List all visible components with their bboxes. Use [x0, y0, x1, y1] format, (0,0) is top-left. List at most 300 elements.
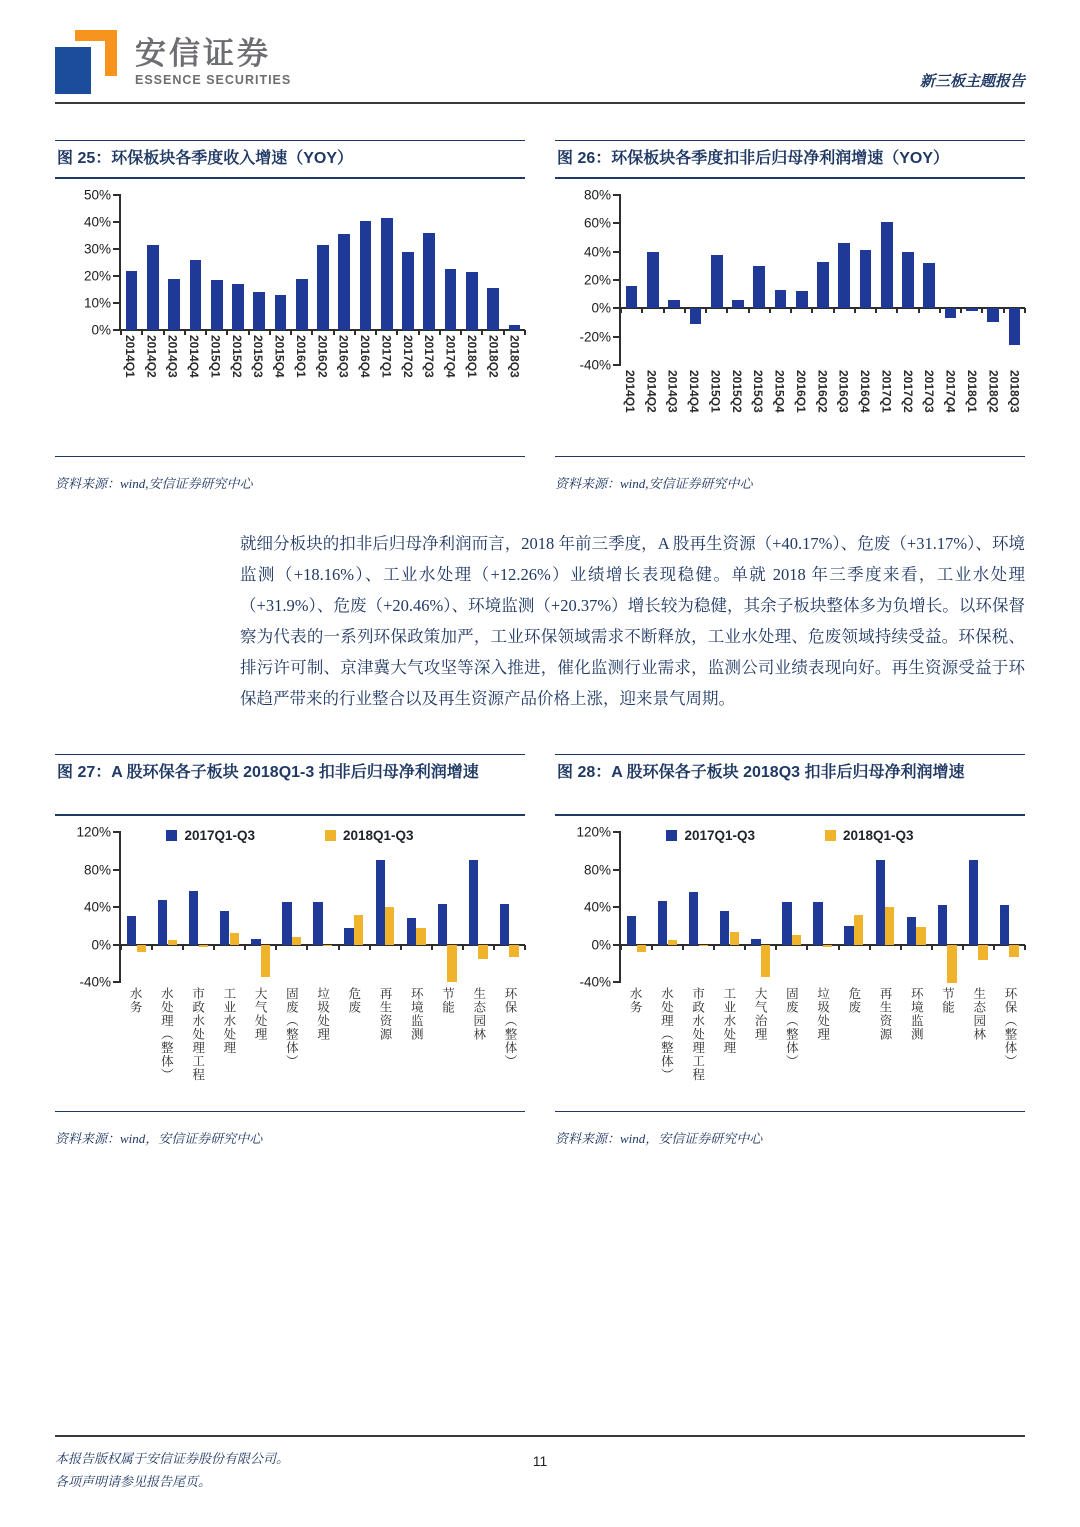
figure-25-source: 资料来源：wind,安信证券研究中心	[55, 456, 525, 492]
x-axis-label: 2015Q4	[772, 370, 787, 413]
bar	[1009, 945, 1018, 957]
figure-27-title: 图 27：A 股环保各子板块 2018Q1-3 扣非后归母净利润增速	[55, 754, 525, 816]
x-tick-mark	[651, 945, 653, 950]
y-tick-label: 80%	[583, 862, 611, 877]
x-tick-mark	[811, 308, 813, 313]
bar	[1009, 308, 1021, 345]
bar	[500, 904, 509, 944]
plot-area	[76, 824, 525, 990]
plot-area	[576, 824, 1025, 990]
x-axis-label: 2016Q4	[858, 370, 873, 413]
bar	[854, 915, 863, 945]
bar	[261, 945, 270, 978]
figure-27-chart	[55, 824, 525, 1111]
x-axis-label: 2014Q2	[144, 335, 159, 378]
y-tick-mark	[613, 336, 621, 338]
y-tick-mark	[113, 906, 121, 908]
y-tick-label: 0%	[591, 300, 611, 316]
x-tick-mark	[900, 945, 902, 950]
x-tick-mark	[682, 945, 684, 950]
legend-label: 2018Q1-Q3	[343, 828, 414, 843]
bar	[637, 945, 646, 953]
bar	[354, 915, 363, 944]
x-axis-label: 生态园林	[971, 987, 986, 1041]
x-tick-mark	[833, 308, 835, 313]
brand-text	[135, 37, 291, 87]
bar	[137, 945, 146, 953]
x-tick-mark	[120, 330, 122, 335]
bar	[253, 292, 265, 330]
x-axis-label: 2018Q2	[986, 370, 1001, 413]
bar	[478, 945, 487, 959]
x-tick-mark	[400, 945, 402, 950]
x-tick-mark	[248, 330, 250, 335]
y-tick-mark	[113, 869, 121, 871]
x-tick-mark	[524, 945, 526, 950]
x-tick-mark	[524, 330, 526, 335]
bar	[730, 932, 739, 944]
copyright-note: 本报告版权属于安信证券股份有限公司。 各项声明请参见报告尾页。	[55, 1451, 290, 1489]
bar	[385, 907, 394, 945]
bar	[907, 917, 916, 944]
x-tick-mark	[481, 330, 483, 335]
bar	[782, 902, 791, 944]
x-axis-label: 2017Q2	[900, 370, 915, 413]
bar	[313, 902, 322, 944]
x-tick-mark	[375, 330, 377, 335]
bar	[647, 252, 659, 309]
figure-25-chart	[55, 187, 525, 421]
x-axis-label: 再生资源	[378, 987, 393, 1041]
figure-26-chart	[555, 187, 1025, 456]
x-tick-mark	[748, 308, 750, 313]
y-tick-mark	[113, 194, 121, 196]
y-tick-mark	[613, 251, 621, 253]
figure-28-source: 资料来源：wind，安信证券研究中心	[555, 1111, 1025, 1147]
y-tick-label: 120%	[576, 824, 611, 840]
bar	[360, 221, 372, 330]
plot-area	[83, 187, 525, 338]
bar	[190, 260, 202, 330]
x-axis-label: 2017Q4	[443, 335, 458, 378]
figure-25-title: 图 25：环保板块各季度收入增速（YOY）	[55, 140, 525, 179]
x-tick-mark	[854, 308, 856, 313]
bar	[487, 288, 499, 330]
x-tick-mark	[306, 945, 308, 950]
x-axis-label: 环境监测	[409, 987, 424, 1041]
y-tick-mark	[613, 906, 621, 908]
y-tick-label: 30%	[83, 241, 111, 257]
x-axis-label: 2016Q1	[793, 370, 808, 413]
x-axis-label: 2017Q4	[943, 370, 958, 413]
x-tick-mark	[775, 945, 777, 950]
x-axis-label: 危废	[346, 987, 361, 1014]
x-tick-mark	[333, 330, 335, 335]
legend-item	[166, 828, 255, 843]
brand-name-cn: 安信证券	[135, 35, 271, 71]
x-axis-label: 2018Q2	[486, 335, 501, 378]
bar	[282, 902, 291, 944]
bar	[813, 902, 822, 944]
bar	[344, 928, 353, 945]
x-axis-label: 固废（整体）	[284, 987, 299, 1068]
x-tick-mark	[369, 945, 371, 950]
x-axis-label: 垃圾处理	[815, 987, 830, 1041]
y-tick-label: -20%	[579, 329, 611, 345]
bar	[220, 911, 229, 945]
y-tick-mark	[113, 981, 121, 983]
bar	[211, 280, 223, 330]
bar	[761, 945, 770, 978]
y-tick-mark	[613, 364, 621, 366]
y-tick-mark	[613, 981, 621, 983]
legend-label: 2017Q1-Q3	[184, 828, 255, 843]
y-tick-mark	[613, 279, 621, 281]
x-tick-mark	[311, 330, 313, 335]
figure-26-title: 图 26：环保板块各季度扣非后归母净利润增速（YOY）	[555, 140, 1025, 179]
legend-item	[825, 828, 914, 843]
figure-26	[555, 140, 1025, 492]
x-tick-mark	[931, 945, 933, 950]
bar	[978, 945, 987, 961]
x-axis-label: 2014Q3	[165, 335, 180, 378]
x-tick-mark	[275, 945, 277, 950]
x-axis-label: 2018Q3	[1007, 370, 1022, 413]
x-tick-mark	[1024, 945, 1026, 950]
bar	[844, 926, 853, 945]
legend-label: 2017Q1-Q3	[684, 828, 755, 843]
legend-swatch-icon	[666, 830, 677, 841]
y-tick-label: 50%	[83, 187, 111, 203]
bar	[689, 892, 698, 945]
bar	[251, 939, 260, 945]
x-axis-label: 2017Q3	[922, 370, 937, 413]
x-axis-label: 生态园林	[471, 987, 486, 1041]
x-tick-mark	[744, 945, 746, 950]
x-tick-mark	[1024, 308, 1026, 313]
x-axis-label: 再生资源	[878, 987, 893, 1041]
bar	[158, 900, 167, 944]
report-type-label: 新三板主题报告	[919, 74, 1025, 90]
x-tick-mark	[354, 330, 356, 335]
x-tick-mark	[705, 308, 707, 313]
bar	[876, 860, 885, 944]
x-axis-label: 2015Q1	[708, 370, 723, 413]
x-axis-labels	[619, 987, 1025, 1111]
y-tick-mark	[113, 302, 121, 304]
x-tick-mark	[790, 308, 792, 313]
x-tick-mark	[431, 945, 433, 950]
x-axis-label: 2018Q1	[464, 335, 479, 378]
x-axis-label: 水务	[628, 987, 643, 1014]
y-tick-mark	[613, 194, 621, 196]
bar	[1000, 905, 1009, 944]
bar	[732, 300, 744, 309]
x-tick-mark	[462, 945, 464, 950]
bar	[916, 927, 925, 945]
x-tick-mark	[418, 330, 420, 335]
y-tick-mark	[113, 221, 121, 223]
bar	[126, 271, 138, 330]
figures-row-2	[55, 754, 1025, 1147]
x-tick-mark	[205, 330, 207, 335]
x-axis-labels	[119, 987, 525, 1111]
x-axis-label: 2018Q1	[964, 370, 979, 413]
y-tick-label: 20%	[583, 272, 611, 288]
y-tick-label: 40%	[583, 899, 611, 915]
x-tick-mark	[269, 330, 271, 335]
x-tick-mark	[875, 308, 877, 313]
legend-swatch-icon	[825, 830, 836, 841]
x-tick-mark	[151, 945, 153, 950]
legend-swatch-icon	[325, 830, 336, 841]
bar	[775, 290, 787, 308]
bar	[376, 860, 385, 944]
bar	[438, 904, 447, 944]
x-tick-mark	[939, 308, 941, 313]
essence-securities-logo-icon	[55, 30, 119, 94]
bar	[317, 245, 329, 330]
x-axis-label: 节能	[440, 987, 455, 1014]
x-tick-mark	[120, 945, 122, 950]
page-footer	[55, 1435, 1025, 1493]
x-axis-label: 2014Q2	[644, 370, 659, 413]
bar	[860, 250, 872, 308]
bar	[668, 940, 677, 945]
x-tick-mark	[141, 330, 143, 335]
x-axis-label: 2017Q2	[400, 335, 415, 378]
x-tick-mark	[993, 945, 995, 950]
legend-item	[325, 828, 414, 843]
x-axis-label: 环境监测	[909, 987, 924, 1041]
bar	[938, 905, 947, 944]
x-tick-mark	[290, 330, 292, 335]
x-axis-label: 环保（整体）	[1002, 987, 1017, 1068]
x-axis-label: 水处理（整体）	[659, 987, 674, 1082]
x-axis-label: 2017Q3	[422, 335, 437, 378]
bar	[881, 222, 893, 308]
bar	[947, 945, 956, 983]
bar	[402, 252, 414, 330]
x-tick-mark	[163, 330, 165, 335]
x-tick-mark	[896, 308, 898, 313]
x-axis-label: 2017Q1	[379, 335, 394, 378]
legend-label: 2018Q1-Q3	[843, 828, 914, 843]
figures-row-1	[55, 140, 1025, 492]
x-axis-label: 2018Q3	[507, 335, 522, 378]
bar	[147, 245, 159, 330]
x-tick-mark	[981, 308, 983, 313]
x-tick-mark	[396, 330, 398, 335]
y-tick-label: 80%	[583, 187, 611, 203]
x-tick-mark	[769, 308, 771, 313]
bar	[823, 945, 832, 948]
bar	[720, 911, 729, 945]
figure-26-source: 资料来源：wind,安信证券研究中心	[555, 456, 1025, 492]
x-axis-label: 大气治理	[753, 987, 768, 1041]
x-axis-label: 工业水处理	[221, 987, 236, 1055]
x-axis-label: 2015Q3	[751, 370, 766, 413]
bar	[885, 907, 894, 945]
x-tick-mark	[960, 308, 962, 313]
y-tick-label: 20%	[83, 268, 111, 284]
bar	[509, 325, 521, 330]
x-tick-mark	[684, 308, 686, 313]
x-tick-mark	[620, 945, 622, 950]
y-tick-label: 0%	[91, 937, 111, 952]
bar	[668, 300, 680, 309]
y-tick-label: 40%	[83, 899, 111, 915]
x-axis-label: 2015Q2	[729, 370, 744, 413]
y-tick-label: 80%	[83, 862, 111, 877]
x-tick-mark	[869, 945, 871, 950]
x-tick-mark	[713, 945, 715, 950]
bar	[423, 233, 435, 330]
bar	[469, 860, 478, 944]
x-axis-label: 2016Q1	[293, 335, 308, 378]
x-axis-label: 2016Q3	[836, 370, 851, 413]
bar	[407, 918, 416, 944]
y-tick-label: 120%	[76, 824, 111, 840]
x-axis-label: 2017Q1	[879, 370, 894, 413]
y-tick-label: -40%	[579, 974, 611, 990]
bar	[447, 945, 456, 983]
y-tick-mark	[113, 275, 121, 277]
x-tick-mark	[460, 330, 462, 335]
bar	[168, 279, 180, 330]
bar	[711, 255, 723, 309]
y-tick-mark	[613, 869, 621, 871]
x-axis-label: 危废	[846, 987, 861, 1014]
bar	[838, 243, 850, 308]
x-tick-mark	[184, 330, 186, 335]
x-tick-mark	[806, 945, 808, 950]
x-tick-mark	[663, 308, 665, 313]
figure-25	[55, 140, 525, 492]
bar	[751, 939, 760, 945]
x-axis-labels	[619, 370, 1025, 456]
bar	[230, 933, 239, 944]
x-axis-label: 2015Q4	[272, 335, 287, 378]
legend	[555, 828, 1025, 843]
bar	[658, 901, 667, 944]
bar	[296, 279, 308, 330]
x-axis-label: 2016Q3	[336, 335, 351, 378]
bar	[189, 891, 198, 944]
bar	[275, 295, 287, 330]
y-tick-label: -40%	[79, 974, 111, 990]
x-axis-label: 2014Q4	[187, 335, 202, 378]
x-axis-label: 工业水处理	[721, 987, 736, 1055]
legend	[55, 828, 525, 843]
bar	[168, 940, 177, 945]
x-tick-mark	[1003, 308, 1005, 313]
bar	[232, 284, 244, 330]
bar	[127, 916, 136, 944]
bar	[626, 286, 638, 309]
bar	[969, 860, 978, 944]
bar	[923, 263, 935, 308]
x-tick-mark	[962, 945, 964, 950]
body-paragraph: 就细分板块的扣非后归母净利润而言，2018 年前三季度，A 股再生资源（+40.17%）、危废（+31.17%）、环境监测（+18.16%）、工业水处理（+12.26%）业绩增长表现稳健。单就 2018 年三季度来看，工业水处理（+31.9%）、危废（+20.46%）、环境监测（+20.37%）增长较为稳健，其余子板块整体多为负增长。以环保督察为代表的一系列环保政策加严，工业环保领域需求不断释放，工业水处理、危废领域持续受益。环保税、排污许可制、京津冀大气攻坚等深入推进，催化监测行业需求，监测公司业绩表现向好。再生资源受益于环保趋严带来的行业整合以及再生资源产品价格上涨，迎来景气周期。	[240, 534, 1025, 708]
figure-28-title: 图 28：A 股环保各子板块 2018Q3 扣非后归母净利润增速	[555, 754, 1025, 816]
x-axis-label: 垃圾处理	[315, 987, 330, 1041]
bar	[699, 945, 708, 947]
bar	[199, 945, 208, 948]
bar	[416, 928, 425, 945]
figure-27-source: 资料来源：wind，安信证券研究中心	[55, 1111, 525, 1147]
y-tick-label: 40%	[583, 244, 611, 260]
y-tick-label: 40%	[83, 214, 111, 230]
page-header	[55, 30, 1025, 104]
y-tick-label: 0%	[91, 322, 111, 338]
figure-28-chart	[555, 824, 1025, 1111]
bar	[292, 937, 301, 945]
x-axis-label: 2014Q4	[687, 370, 702, 413]
y-tick-label: 60%	[583, 215, 611, 231]
plot-area	[579, 187, 1025, 373]
figure-27	[55, 754, 525, 1147]
x-tick-mark	[918, 308, 920, 313]
x-axis-label: 2014Q1	[122, 335, 137, 378]
x-tick-mark	[338, 945, 340, 950]
x-axis-label: 节能	[940, 987, 955, 1014]
bar	[323, 945, 332, 947]
x-tick-mark	[213, 945, 215, 950]
bar	[381, 218, 393, 330]
page-number: 11	[532, 1453, 548, 1469]
y-tick-label: 10%	[83, 295, 111, 311]
bar	[817, 262, 829, 309]
x-axis-label: 2015Q3	[251, 335, 266, 378]
bar	[338, 234, 350, 330]
bar	[902, 252, 914, 309]
bar	[466, 272, 478, 330]
x-tick-mark	[182, 945, 184, 950]
x-axis-label: 大气处理	[253, 987, 268, 1041]
y-tick-mark	[113, 248, 121, 250]
x-axis-label: 市政水处理工程	[690, 987, 705, 1082]
y-tick-label: -40%	[579, 357, 611, 373]
x-tick-mark	[439, 330, 441, 335]
bar	[627, 916, 636, 944]
x-tick-mark	[620, 308, 622, 313]
x-axis-label: 2016Q4	[358, 335, 373, 378]
x-axis-label: 水务	[128, 987, 143, 1014]
bar	[987, 308, 999, 322]
x-axis-label: 2014Q3	[665, 370, 680, 413]
x-axis-label: 环保（整体）	[502, 987, 517, 1068]
x-tick-mark	[838, 945, 840, 950]
bar	[690, 308, 702, 324]
x-tick-mark	[503, 330, 505, 335]
x-axis-label: 2015Q1	[208, 335, 223, 378]
brand	[55, 30, 291, 94]
bar	[509, 945, 518, 957]
bar	[445, 269, 457, 330]
x-axis-labels	[119, 335, 525, 421]
bar	[753, 266, 765, 309]
x-axis-label: 市政水处理工程	[190, 987, 205, 1082]
legend-item	[666, 828, 755, 843]
x-axis-label: 2015Q2	[229, 335, 244, 378]
x-axis-label: 2016Q2	[815, 370, 830, 413]
x-tick-mark	[226, 330, 228, 335]
x-tick-mark	[493, 945, 495, 950]
bar	[966, 308, 978, 311]
x-axis-label: 2014Q1	[622, 370, 637, 413]
y-tick-label: 0%	[591, 937, 611, 952]
